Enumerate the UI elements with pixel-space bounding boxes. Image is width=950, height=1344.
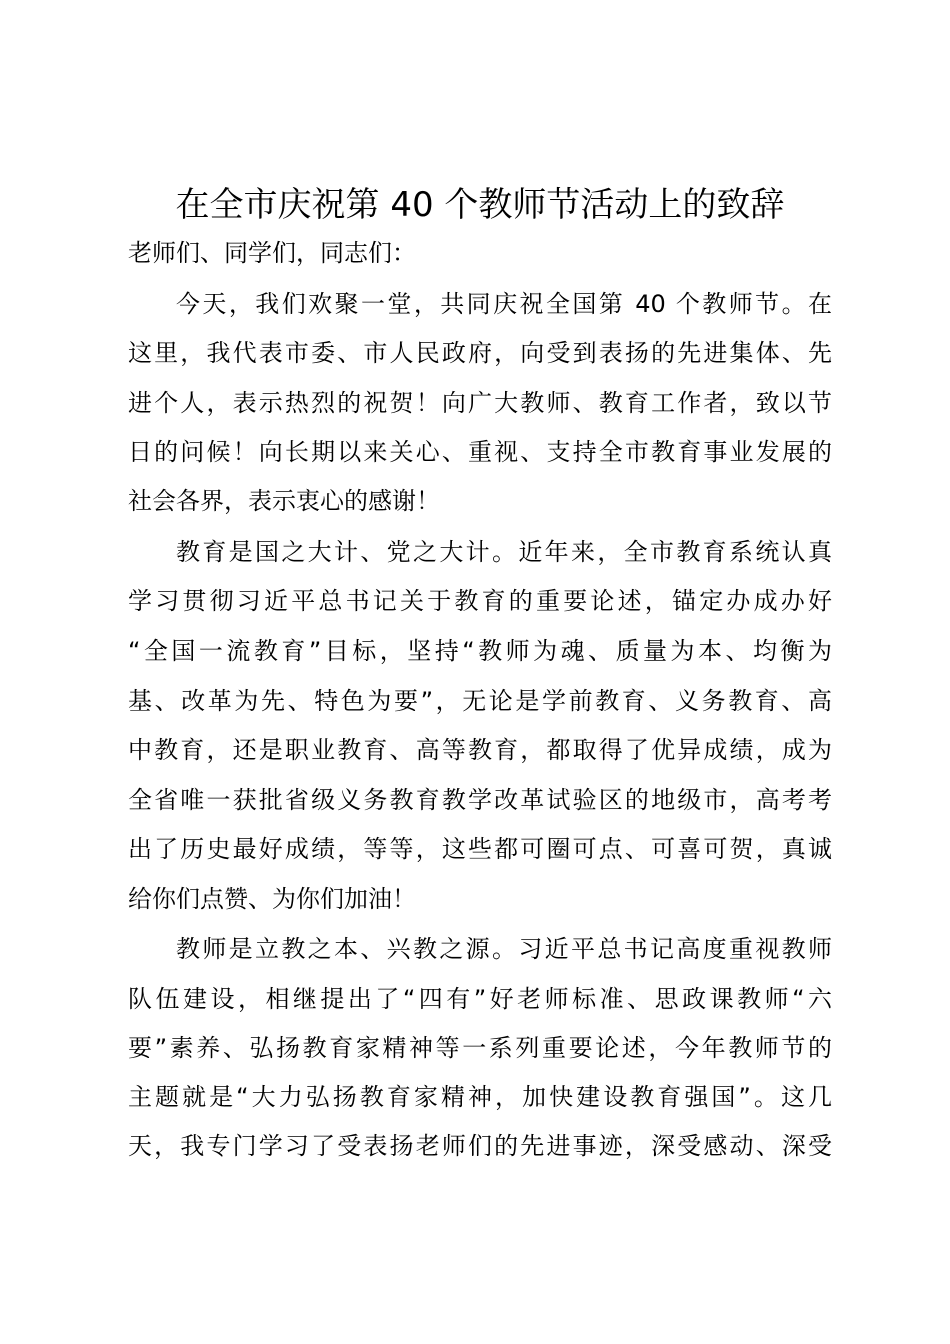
paragraph-line: 基、改革为先、特色为要”，无论是学前教育、义务教育、高 (128, 687, 832, 715)
paragraph-line: 全省唯一获批省级义务教育教学改革试验区的地级市，高考考 (128, 786, 832, 814)
paragraph-line: “全国一流教育”目标，坚持“教师为魂、质量为本、均衡为 (128, 637, 832, 665)
paragraph-line: 这里，我代表市委、市人民政府，向受到表扬的先进集体、先 (128, 339, 832, 367)
paragraph-line: 教育是国之大计、党之大计。近年来，全市教育系统认真 (176, 538, 832, 566)
paragraph-line: 队伍建设，相继提出了“四有”好老师标准、思政课教师“六 (128, 985, 832, 1013)
paragraph-line: 今天，我们欢聚一堂，共同庆祝全国第 40 个教师节。在 (176, 290, 832, 318)
paragraph-line: 进个人，表示热烈的祝贺！向广大教师、教育工作者，致以节 (128, 389, 832, 417)
paragraph-line: 主题就是“大力弘扬教育家精神，加快建设教育强国”。这几 (128, 1083, 832, 1111)
salutation: 老师们、同学们，同志们： (128, 239, 416, 267)
paragraph-line: 学习贯彻习近平总书记关于教育的重要论述，锚定办成办好 (128, 587, 832, 615)
paragraph-line: 社会各界，表示衷心的感谢！ (128, 487, 440, 515)
paragraph-line: 给你们点赞、为你们加油！ (128, 885, 416, 913)
paragraph-line: 出了历史最好成绩，等等，这些都可圈可点、可喜可贺，真诚 (128, 835, 832, 863)
paragraph-line: 教师是立教之本、兴教之源。习近平总书记高度重视教师 (176, 935, 832, 963)
paragraph-line: 天，我专门学习了受表扬老师们的先进事迹，深受感动、深受 (128, 1132, 832, 1160)
document-title: 在全市庆祝第 40 个教师节活动上的致辞 (175, 185, 785, 225)
paragraph-line: 日的问候！向长期以来关心、重视、支持全市教育事业发展的 (128, 438, 832, 466)
paragraph-line: 中教育，还是职业教育、高等教育，都取得了优异成绩，成为 (128, 736, 832, 764)
paragraph-line: 要”素养、弘扬教育家精神等一系列重要论述，今年教师节的 (128, 1034, 832, 1062)
